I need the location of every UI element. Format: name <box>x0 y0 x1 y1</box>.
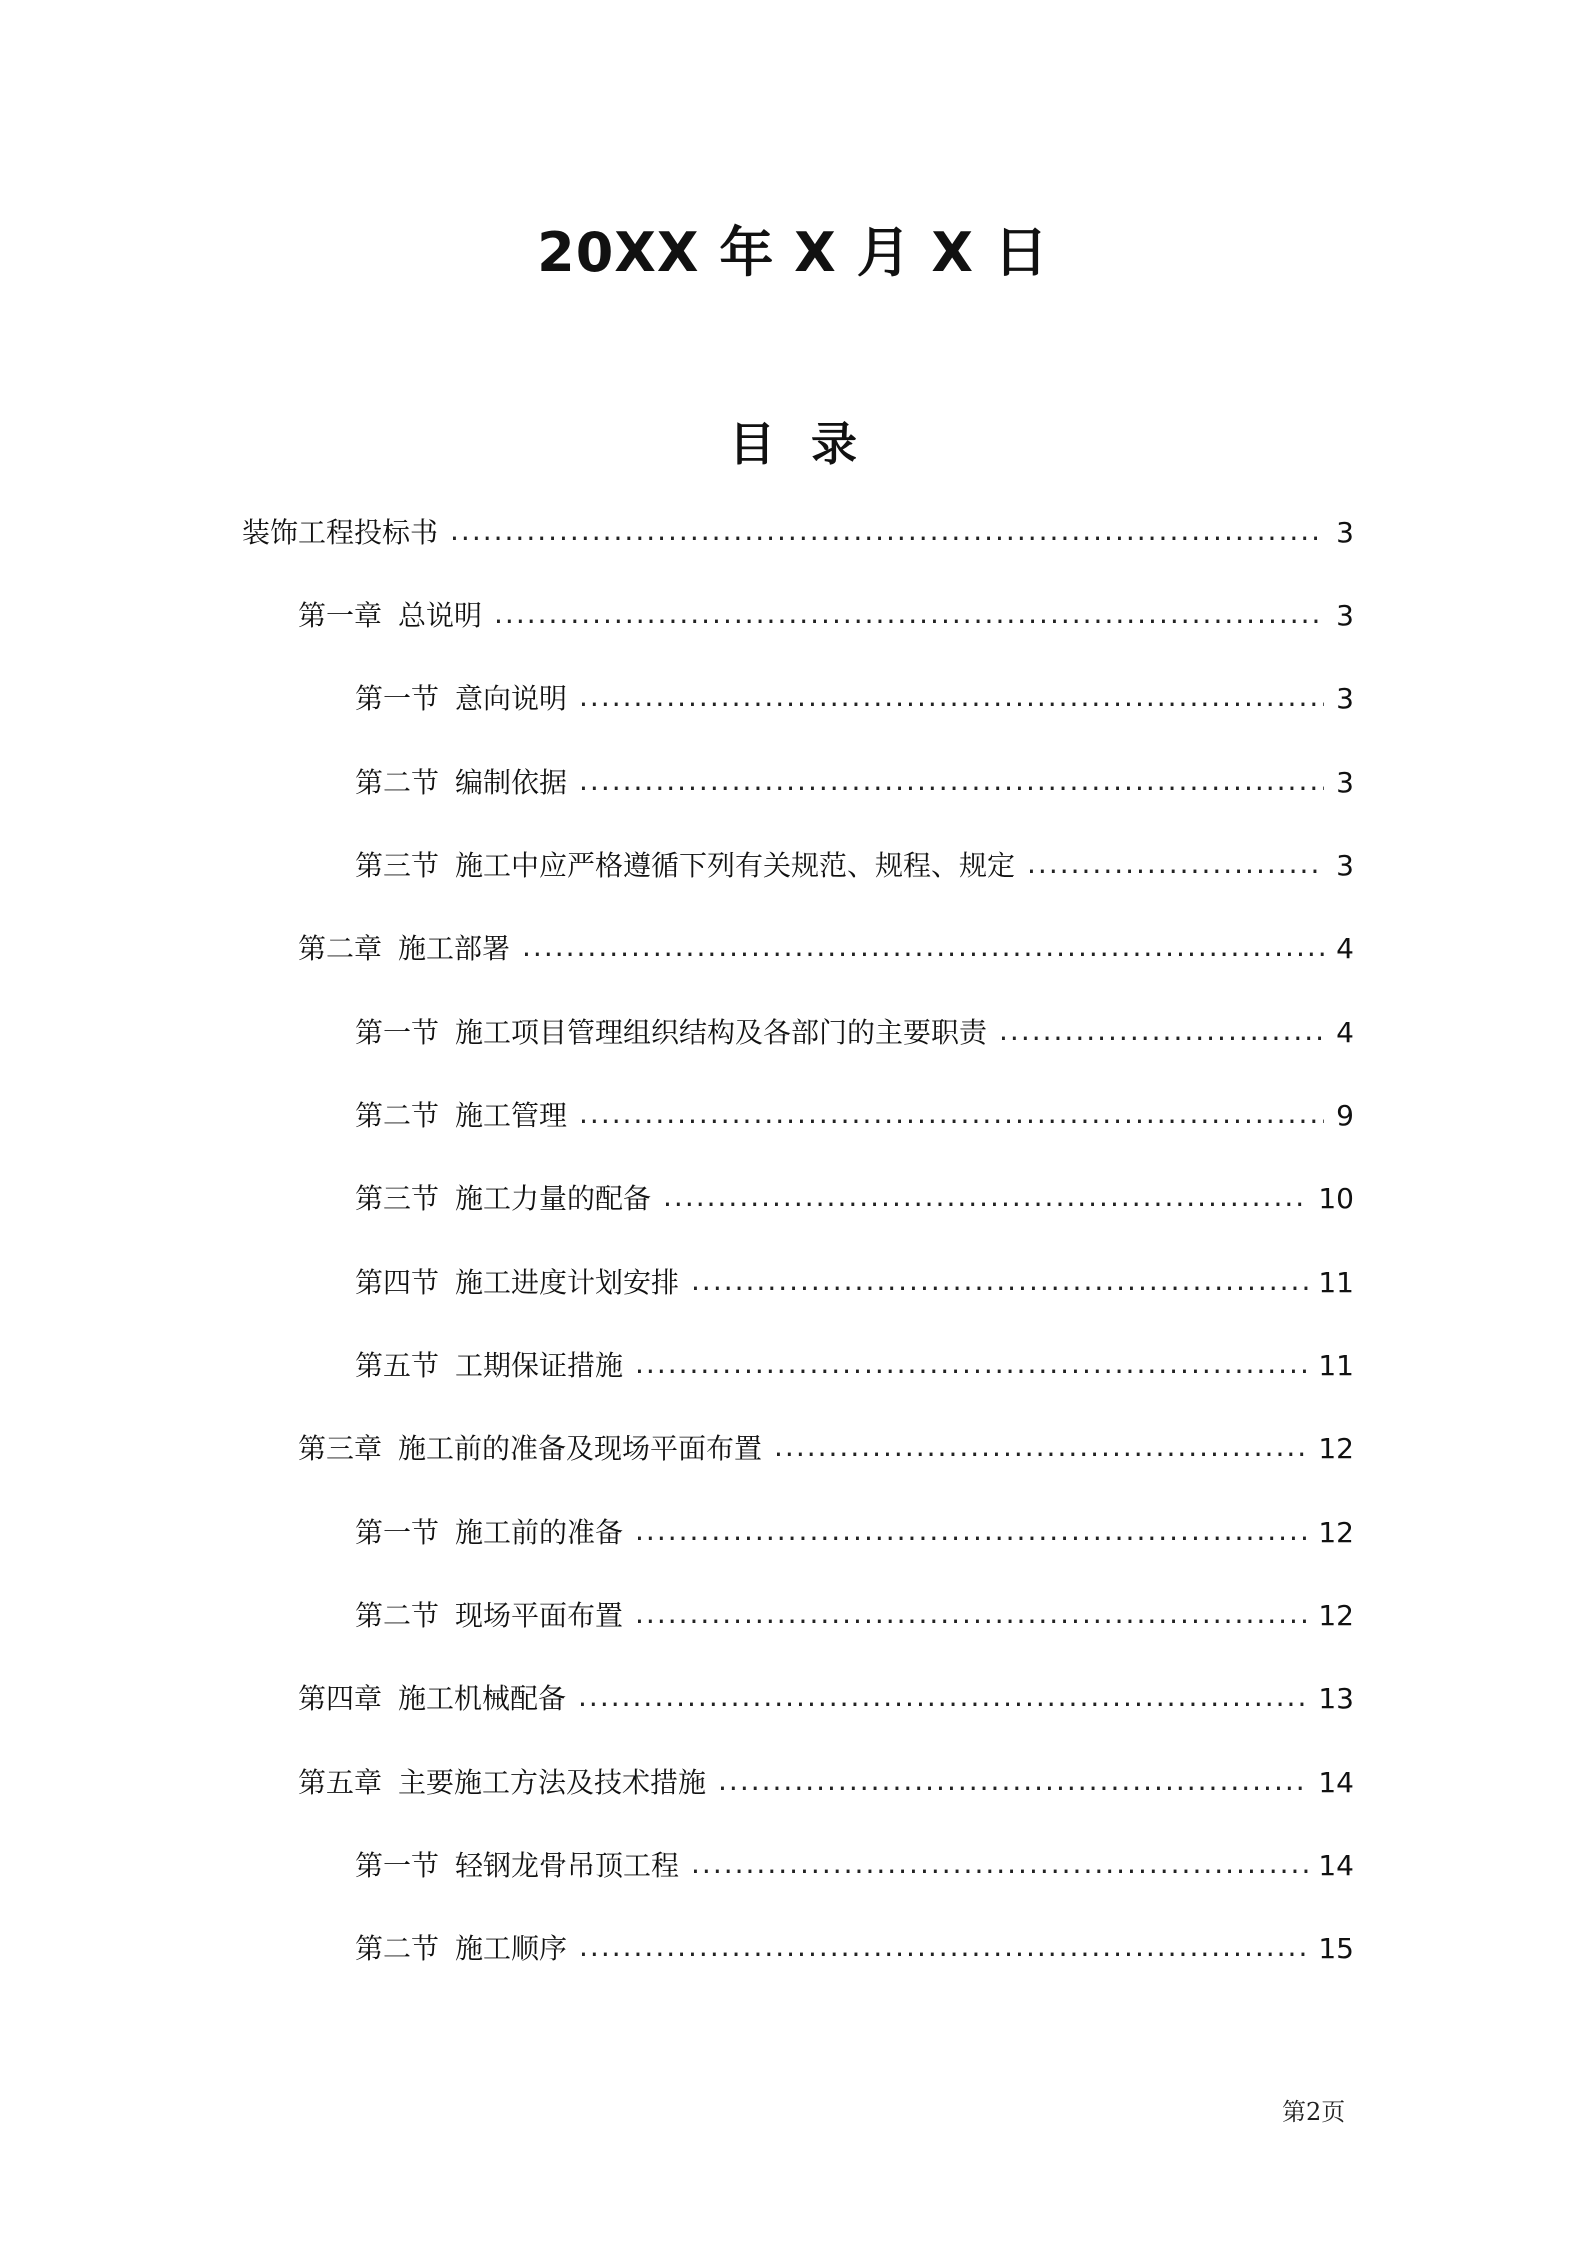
toc-entry-number: 第二章 <box>298 932 383 965</box>
toc-entry <box>298 1424 1354 1474</box>
toc-entry-page: 3 <box>1336 682 1354 715</box>
toc-entry <box>355 1008 1354 1058</box>
toc-entry-title: 施工进度计划安排 <box>455 1266 680 1299</box>
toc-entry-label <box>355 841 1015 891</box>
toc-entry-title: 工期保证措施 <box>455 1349 624 1382</box>
toc-entry-page: 15 <box>1318 1932 1354 1965</box>
toc-entry-number: 第一节 <box>355 1016 440 1049</box>
toc-leader <box>999 1006 1324 1056</box>
toc-entry <box>355 758 1354 808</box>
toc-entry-label <box>355 1591 623 1641</box>
toc-entry-number: 第五节 <box>355 1349 440 1382</box>
toc-entry <box>355 674 1354 724</box>
toc-leader <box>494 589 1324 639</box>
page-number-footer: 第2页 <box>1282 2098 1346 2126</box>
toc-leader <box>522 922 1324 972</box>
toc-entry-number: 第三节 <box>355 849 440 882</box>
toc-entry-label <box>355 1508 623 1558</box>
toc-entry-number: 第五章 <box>298 1766 383 1799</box>
toc-entry-title: 施工项目管理组织结构及各部门的主要职责 <box>455 1016 988 1049</box>
toc-entry-label <box>355 1341 623 1391</box>
toc-entry-number: 第二节 <box>355 1099 440 1132</box>
toc-entry-label <box>355 674 567 724</box>
toc-entry-label <box>298 924 510 974</box>
toc-entry-title: 施工力量的配备 <box>455 1182 652 1215</box>
toc-entry-number: 第一章 <box>298 599 383 632</box>
toc-entry-label <box>355 1258 679 1308</box>
toc-leader <box>579 1922 1308 1972</box>
toc-entry <box>298 1674 1354 1724</box>
toc-entry-label <box>298 1674 566 1724</box>
toc-leader <box>579 672 1324 722</box>
toc-entry-title: 施工中应严格遵循下列有关规范、规程、规定 <box>455 849 1016 882</box>
toc-entry-page: 12 <box>1318 1432 1354 1465</box>
toc-entry-title: 现场平面布置 <box>455 1599 624 1632</box>
toc-leader <box>663 1172 1308 1222</box>
toc-entry <box>242 508 1354 558</box>
toc-entry-number: 第四章 <box>298 1682 383 1715</box>
toc-entry-label <box>242 508 438 558</box>
toc-entry-title: 施工管理 <box>455 1099 568 1132</box>
toc-entry-number: 第一节 <box>355 682 440 715</box>
toc-entry-page: 14 <box>1318 1766 1354 1799</box>
toc-leader <box>579 1089 1324 1139</box>
toc-entry <box>355 1174 1354 1224</box>
toc-entry <box>355 1924 1354 1974</box>
toc-entry-page: 3 <box>1336 849 1354 882</box>
toc-entry-title: 编制依据 <box>455 766 568 799</box>
toc-entry-number: 第一节 <box>355 1516 440 1549</box>
toc-entry-label <box>298 1424 762 1474</box>
toc-entry-page: 3 <box>1336 599 1354 632</box>
toc-entry-number: 第二节 <box>355 1932 440 1965</box>
toc-entry <box>355 841 1354 891</box>
toc-leader <box>718 1756 1308 1806</box>
toc-entry-title: 施工前的准备 <box>455 1516 624 1549</box>
toc-entry-label <box>298 591 482 641</box>
toc-entry-page: 3 <box>1336 516 1354 549</box>
toc-entry <box>355 1841 1354 1891</box>
toc-entry <box>298 1758 1354 1808</box>
toc-entry-label <box>355 1174 651 1224</box>
toc-leader <box>578 1672 1308 1722</box>
toc-leader <box>450 506 1324 556</box>
toc-leader <box>579 756 1324 806</box>
toc-entry-page: 12 <box>1318 1599 1354 1632</box>
toc-entry-page: 9 <box>1336 1099 1354 1132</box>
toc-leader <box>635 1589 1308 1639</box>
toc-entry <box>355 1508 1354 1558</box>
toc-title: 目录 <box>729 417 893 471</box>
toc-leader <box>691 1256 1308 1306</box>
toc-entry-title: 总说明 <box>398 599 483 632</box>
toc-leader <box>1027 839 1324 889</box>
toc-entry-number: 第四节 <box>355 1266 440 1299</box>
toc-entry-label <box>355 1008 987 1058</box>
toc-entry-title: 装饰工程投标书 <box>242 516 439 549</box>
toc-entry-label <box>355 1841 679 1891</box>
toc-entry <box>355 1091 1354 1141</box>
toc-entry-page: 3 <box>1336 766 1354 799</box>
toc-entry-label <box>298 1758 706 1808</box>
toc-entry <box>298 591 1354 641</box>
toc-leader <box>774 1422 1308 1472</box>
toc-entry <box>355 1591 1354 1641</box>
toc-entry-number: 第三节 <box>355 1182 440 1215</box>
toc-entry-page: 4 <box>1336 1016 1354 1049</box>
toc-entry-title: 施工机械配备 <box>398 1682 567 1715</box>
toc-entry-title: 轻钢龙骨吊顶工程 <box>455 1849 680 1882</box>
toc-entry-number: 第三章 <box>298 1432 383 1465</box>
toc-entry-title: 施工部署 <box>398 932 511 965</box>
toc-entry <box>298 924 1354 974</box>
toc-entry-number: 第二节 <box>355 1599 440 1632</box>
toc-entry-page: 11 <box>1318 1349 1354 1382</box>
toc-entry-page: 4 <box>1336 932 1354 965</box>
toc-entry-page: 13 <box>1318 1682 1354 1715</box>
toc-leader <box>635 1506 1308 1556</box>
toc-entry-title: 主要施工方法及技术措施 <box>398 1766 707 1799</box>
toc-entry-title: 施工顺序 <box>455 1932 568 1965</box>
toc-entry-label <box>355 1091 567 1141</box>
toc-entry <box>355 1341 1354 1391</box>
toc-entry-page: 12 <box>1318 1516 1354 1549</box>
toc-entry <box>355 1258 1354 1308</box>
date-title: 20XX 年 X 月 X 日 <box>537 221 1049 284</box>
toc-entry-label <box>355 1924 567 1974</box>
toc-entry-page: 14 <box>1318 1849 1354 1882</box>
toc-entry-title: 施工前的准备及现场平面布置 <box>398 1432 763 1465</box>
toc-entry-page: 11 <box>1318 1266 1354 1299</box>
toc-entry-title: 意向说明 <box>455 682 568 715</box>
toc-entry-page: 10 <box>1318 1182 1354 1215</box>
toc-leader <box>691 1839 1308 1889</box>
toc-entry-number: 第一节 <box>355 1849 440 1882</box>
toc-leader <box>635 1339 1308 1389</box>
toc-entry-number: 第二节 <box>355 766 440 799</box>
toc-entry-label <box>355 758 567 808</box>
